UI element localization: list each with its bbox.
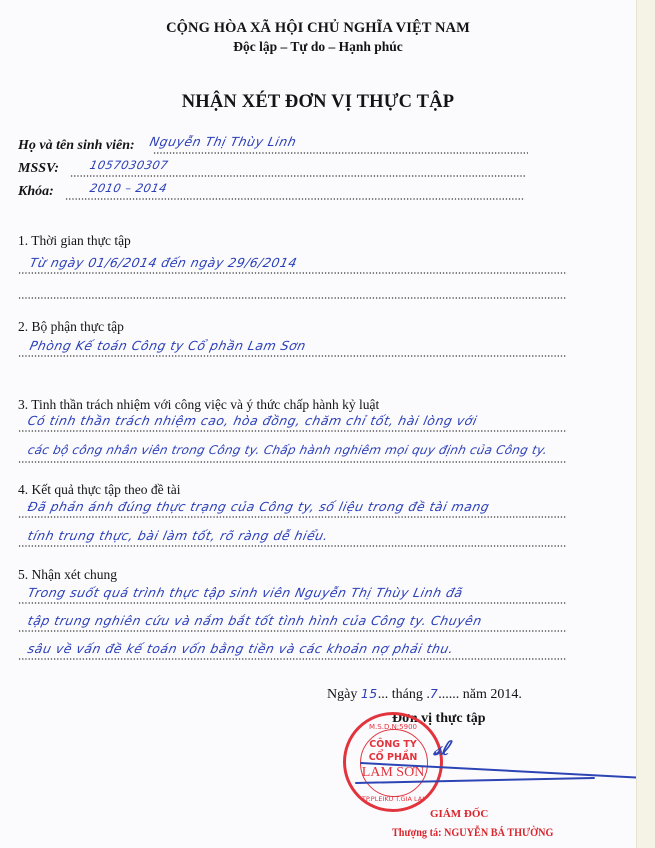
section-1-label: 1. Thời gian thực tập <box>18 233 131 248</box>
date-day: 15 <box>360 686 378 701</box>
dotted-line <box>153 152 528 154</box>
dotted-line <box>18 545 566 547</box>
dotted-line <box>18 461 566 463</box>
stamp-bottom-arc: TP.PLEIKU T.GIA LAI <box>361 795 425 803</box>
section-3-line-2: các bộ công nhân viên trong Công ty. Chấp hành nghiêm mọi quy định của Công ty. <box>26 443 549 457</box>
section-4-line-2: tính trung thực, bài làm tốt, rõ ràng dễ hiểu. <box>26 528 330 543</box>
section-4-label: 4. Kết quả thực tập theo đề tài <box>18 482 181 497</box>
month-label: ... tháng . <box>377 687 430 702</box>
stamp-line-2: CỔ PHẦN <box>368 752 418 763</box>
signature-scribble: 𝓈ℓ <box>431 736 456 760</box>
company-stamp <box>343 712 443 812</box>
dotted-line <box>18 658 566 660</box>
course-label: Khóa: <box>18 184 54 199</box>
motto: Độc lập – Tự do – Hạnh phúc <box>233 39 403 54</box>
date-month: 7 <box>429 686 439 701</box>
dotted-line <box>65 198 525 200</box>
student-id-label: MSSV: <box>18 161 59 176</box>
dotted-line <box>18 297 566 299</box>
dotted-line <box>18 602 566 604</box>
section-5-line-3: sâu về vấn đề kế toán vốn bằng tiền và các khoản nợ phải thu. <box>26 641 456 656</box>
dotted-line <box>18 272 566 274</box>
date-line <box>327 686 522 703</box>
student-id-value: 1057030307 <box>88 158 170 172</box>
dotted-line <box>18 430 566 432</box>
course-value: 2010 – 2014 <box>88 181 169 195</box>
paper-edge <box>636 0 655 848</box>
section-4-line-1: Đã phản ánh đúng thực trạng của Công ty, số liệu trong đề tài mang <box>26 499 492 514</box>
dotted-line <box>18 355 566 357</box>
position-title: GIÁM ĐỐC <box>430 808 489 820</box>
stamp-top-arc: M.S.D.N:5900 <box>369 723 417 731</box>
unit-label: Đơn vị thực tập <box>392 711 486 726</box>
signer-name: Thượng tá: NGUYỄN BÁ THƯỜNG <box>392 825 554 839</box>
document-title: NHẬN XÉT ĐƠN VỊ THỰC TẬP <box>181 92 455 112</box>
section-2-label: 2. Bộ phận thực tập <box>18 319 124 334</box>
dotted-line <box>18 516 566 518</box>
dotted-line <box>70 175 525 177</box>
nation-heading: CỘNG HÒA XÃ HỘI CHỦ NGHĨA VIỆT NAM <box>166 20 470 36</box>
dotted-line <box>18 630 566 632</box>
section-3-label: 3. Tinh thần trách nhiệm với công việc và ý thức chấp hành kỷ luật <box>18 397 380 412</box>
student-name-value: Nguyễn Thị Thùy Linh <box>148 134 298 149</box>
stamp-line-1: CÔNG TY <box>369 739 417 750</box>
section-2-line-1: Phòng Kế toán Công ty Cổ phần Lam Sơn <box>28 338 308 353</box>
section-5-line-1: Trong suốt quá trình thực tập sinh viên Nguyễn Thị Thùy Linh đã <box>26 585 465 600</box>
section-5-line-2: tập trung nghiên cứu và nắm bắt tốt tình hình của Công ty. Chuyên <box>26 613 484 628</box>
year-suffix: ...... năm 2014. <box>438 687 522 702</box>
section-5-label: 5. Nhận xét chung <box>18 567 117 582</box>
section-3-line-1: Có tinh thần trách nhiệm cao, hòa đồng, chăm chỉ tốt, hài lòng với <box>26 413 479 428</box>
stamp-line-3: LAM SƠN <box>361 765 425 780</box>
section-1-line-1: Từ ngày 01/6/2014 đến ngày 29/6/2014 <box>28 255 299 270</box>
date-prefix: Ngày <box>327 687 358 702</box>
student-name-label: Họ và tên sinh viên: <box>18 138 135 153</box>
